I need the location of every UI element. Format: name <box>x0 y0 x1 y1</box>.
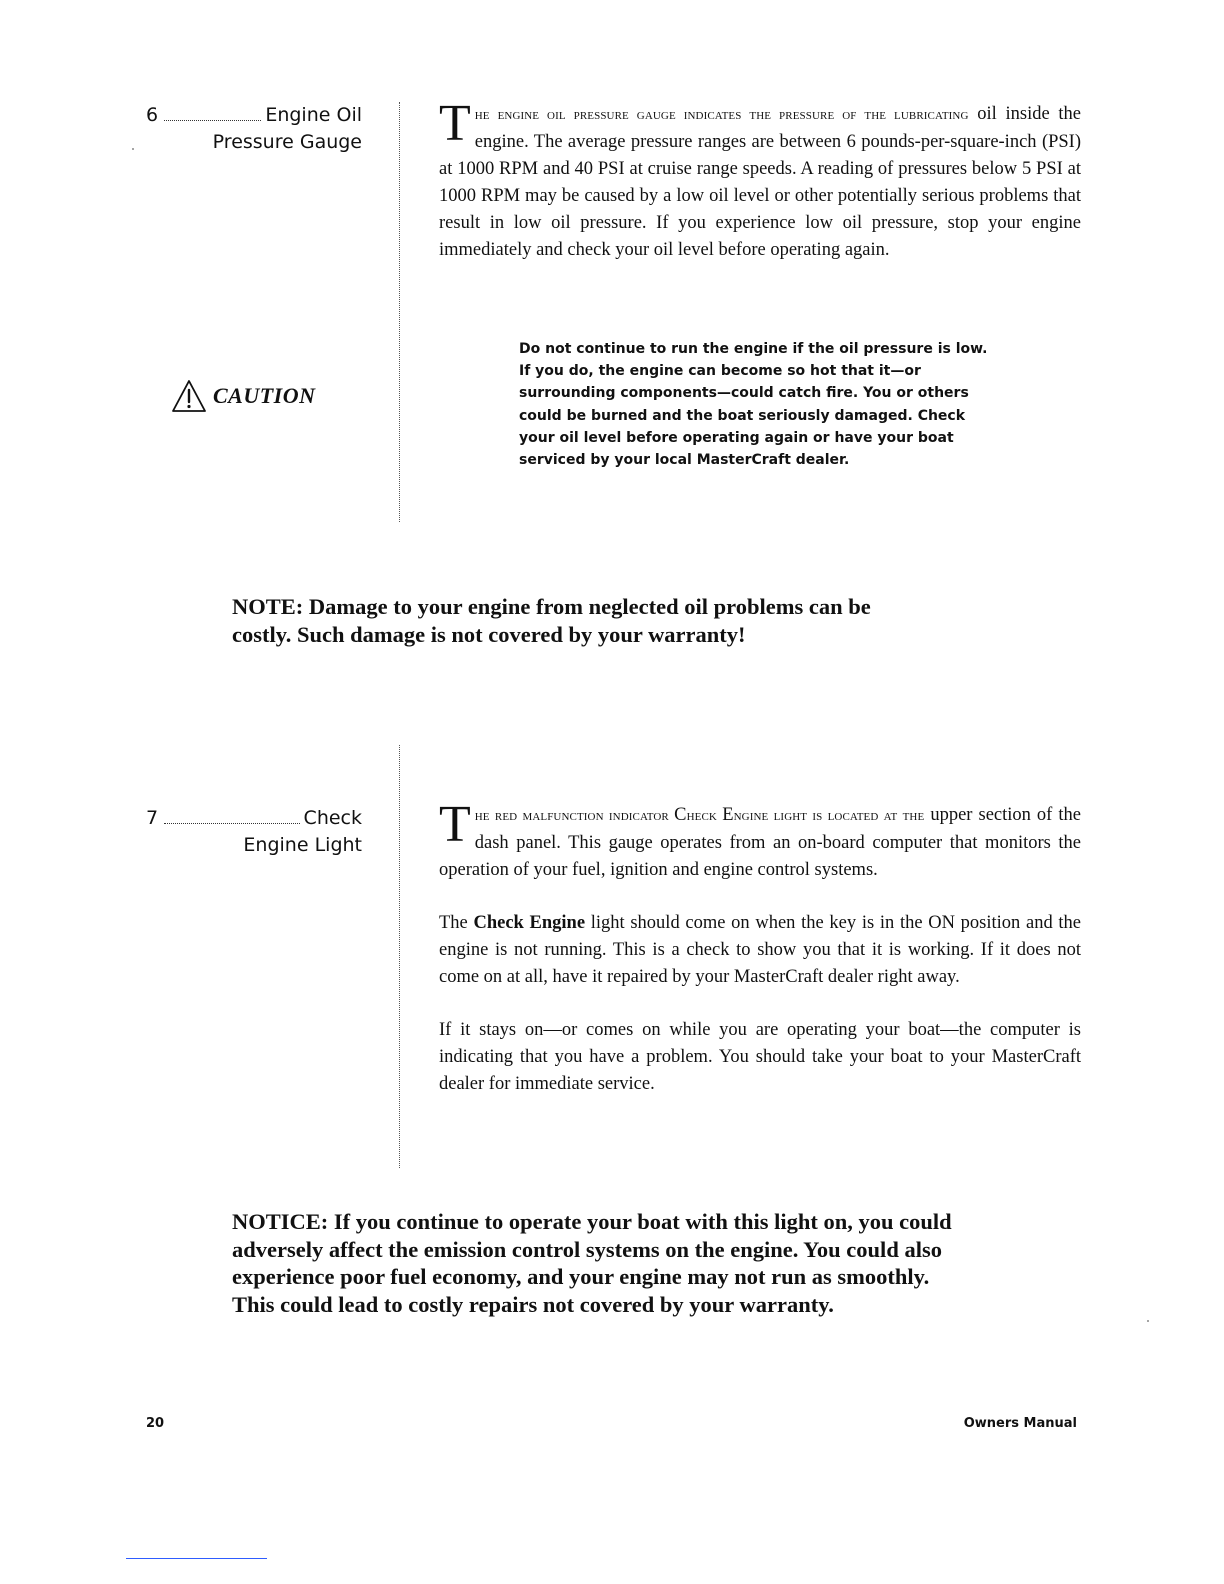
section-title-line1: Check <box>303 807 362 829</box>
section-6-heading <box>146 102 362 156</box>
caution-text: Do not continue to run the engine if the oil pressure is low. If you do, the engine can become so hot that it—or surrounding components—could catch fire. You or others could be burned and the boat seriously damaged. Check your oil level before operating again or have your boat serviced by your local MasterCraft dealer. <box>519 341 988 469</box>
lead-in: he red malfunction indicator Check Engine light is located at the <box>474 805 925 825</box>
section-number: 6 <box>146 104 159 126</box>
section-title-line2: Engine Light <box>243 834 362 856</box>
column-divider <box>399 102 400 522</box>
check-engine-term: Check Engine <box>473 913 586 933</box>
column-divider <box>399 745 400 1168</box>
body-text: upper section of the dash panel. This gauge operates from an on-board computer that monitors the operation of your fuel, ignition and engine control systems. <box>439 805 1081 880</box>
section-7-heading <box>146 805 362 859</box>
page-number: 20 <box>146 1416 165 1431</box>
caution-heading <box>171 379 316 413</box>
dot-leader <box>164 120 261 121</box>
section-number: 7 <box>146 807 159 829</box>
notice-emissions: NOTICE: If you continue to operate your boat with this light on, you could adversely affect the emission control systems on the engine. You could also experience poor fuel economy, and your engine may not run as smoothly. This could lead to costly repairs not covered by your warranty. <box>232 1209 952 1317</box>
section-title-line1: Engine Oil <box>265 104 362 126</box>
drop-cap: T <box>439 796 471 853</box>
section-7-body <box>439 796 1081 1098</box>
dot-leader <box>164 823 299 824</box>
scan-speck <box>132 148 134 150</box>
paragraph-3: If it stays on—or comes on while you are operating your boat—the computer is indicating that you have a problem. You should take your boat to your MasterCraft dealer for immediate service. <box>439 1020 1081 1094</box>
paragraph-2: The Check Engine light should come on when the key is in the ON position and the engine is not running. This is a check to show you that it is working. If it does not come on at all, have it repaired by your MasterCraft dealer right away. <box>439 913 1081 987</box>
caution-label: CAUTION <box>213 383 316 408</box>
scan-speck <box>1147 1320 1149 1322</box>
section-title-line2: Pressure Gauge <box>212 131 362 153</box>
drop-cap: T <box>439 95 471 152</box>
warning-triangle-icon <box>171 379 207 413</box>
section-6-body <box>439 95 1082 264</box>
lead-in: he engine oil pressure gauge indicates the pressure of the lubricating <box>474 107 969 123</box>
manual-title: Owners Manual <box>963 1416 1077 1431</box>
body-text: oil inside the engine. The average pressure ranges are between 6 pounds-per-square-inch (PSI) at 1000 RPM and 40 PSI at cruise range speeds. A reading of pressures below 5 PSI at 1000 RPM may be caused by a low oil level or other potentially serious problems that result in low oil pressure. If you experience low oil pressure, stop your engine immediately and check your oil level before operating again. <box>439 104 1082 260</box>
paragraph-1 <box>439 796 1081 884</box>
note-warranty: NOTE: Damage to your engine from neglected oil problems can be costly. Such damage is not covered by your warranty! <box>232 594 871 647</box>
scan-edge-line <box>126 1558 267 1559</box>
